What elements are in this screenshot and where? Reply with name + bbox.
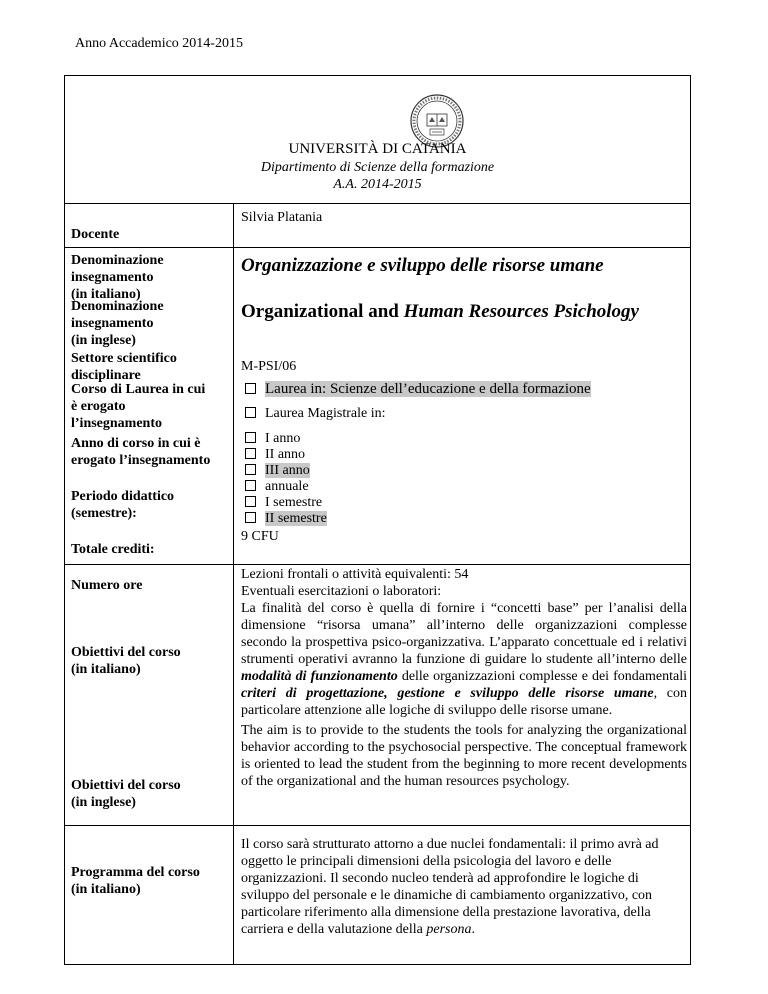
option-laurea[interactable]: Laurea in: Scienze dell’educazione e della formazione (245, 382, 591, 397)
value-settore: M-PSI/06 (241, 359, 297, 374)
checkbox-icon[interactable] (245, 464, 256, 475)
value-crediti: 9 CFU (241, 529, 279, 544)
checkbox-icon[interactable] (245, 480, 256, 491)
label-settore: Settore scientifico disciplinare (71, 351, 177, 383)
option-ii-anno[interactable]: II anno (245, 447, 305, 462)
label-obiettivi-it: Obiettivi del corso (in italiano) (71, 645, 181, 677)
department-name: Dipartimento di Scienze della formazione (260, 160, 495, 175)
label-periodo: Periodo didattico (semestre): (71, 489, 175, 521)
academic-year: A.A. 2014-2015 (333, 177, 422, 192)
checkbox-icon[interactable] (245, 512, 256, 523)
row-divider (65, 247, 690, 248)
university-name: UNIVERSITÀ DI CATANIA (288, 141, 467, 157)
row-divider (65, 564, 690, 565)
checkbox-icon[interactable] (245, 383, 256, 394)
value-title-it: Organizzazione e sviluppo delle risorse umane (241, 255, 604, 276)
checkbox-icon[interactable] (245, 407, 256, 418)
value-ore: Lezioni frontali o attività equivalenti: 54 Eventuali esercitazioni o laboratori: (241, 567, 469, 599)
value-obiettivi-it: La finalità del corso è quella di fornire i “concetti base” per l’analisi della dimensione “risorsa umana” all’interno delle organizzazioni complesse secondo la prospettiva psico-organizzativa. L’apparato concettuale ed i relativi strumenti operativi avranno la funzione di guidare lo studente all’interno delle modalità di funzionamento delle organizzazioni complesse e dei fondamentali criteri di progettazione, gestione e sviluppo delle risorse umane, con particolare attenzione alle logiche di sviluppo delle risorse umane. (241, 601, 688, 718)
label-obiettivi-en: Obiettivi del corso (in inglese) (71, 778, 181, 810)
label-ore: Numero ore (71, 578, 143, 593)
value-title-en: Organizational and Human Resources Psichology (241, 301, 639, 322)
label-denominazione-en: Denominazione insegnamento (in inglese) (71, 299, 164, 348)
running-header: Anno Accademico 2014-2015 (75, 36, 243, 51)
option-i-anno[interactable]: I anno (245, 431, 300, 446)
label-corso: Corso di Laurea in cui è erogato l’insegnamento (71, 382, 206, 431)
option-iii-anno[interactable]: III anno (245, 463, 310, 478)
checkbox-icon[interactable] (245, 448, 256, 459)
option-annuale[interactable]: annuale (245, 479, 309, 494)
value-obiettivi-en: The aim is to provide to the students the tools for analyzing the organizational behavior according to the psychosocial perspective. The conceptual framework is oriented to lead the student from the beginning to more recent developments of the organizational and the human resources psychology. (241, 723, 687, 789)
option-laurea-magistrale[interactable]: Laurea Magistrale in: (245, 406, 386, 421)
column-divider (233, 203, 234, 965)
checkbox-icon[interactable] (245, 496, 256, 507)
row-divider (65, 825, 690, 826)
label-docente: Docente (71, 227, 120, 242)
label-crediti: Totale crediti: (71, 542, 155, 557)
label-anno: Anno di corso in cui è erogato l’insegnamento (71, 436, 211, 468)
checkbox-icon[interactable] (245, 432, 256, 443)
value-programma-it: Il corso sarà strutturato attorno a due nuclei fondamentali: il primo avrà ad oggetto le principali dimensioni della psicologia del lavoro e delle organizzazioni. Il secondo nucleo tenderà ad approfondire le logiche di sviluppo del personale e le dinamiche di cambiamento organizzativo, con particolare riferimento alla dimensione della prestazione lavorativa, della carriera e della valutazione della persona. (241, 837, 659, 937)
institution-header (65, 76, 690, 204)
value-docente: Silvia Platania (241, 210, 323, 225)
option-i-semestre[interactable]: I semestre (245, 495, 322, 510)
option-ii-semestre[interactable]: II semestre (245, 511, 327, 526)
course-sheet (64, 75, 691, 965)
label-programma-it: Programma del corso (in italiano) (71, 865, 200, 897)
label-denominazione-it: Denominazione insegnamento (in italiano) (71, 253, 164, 302)
